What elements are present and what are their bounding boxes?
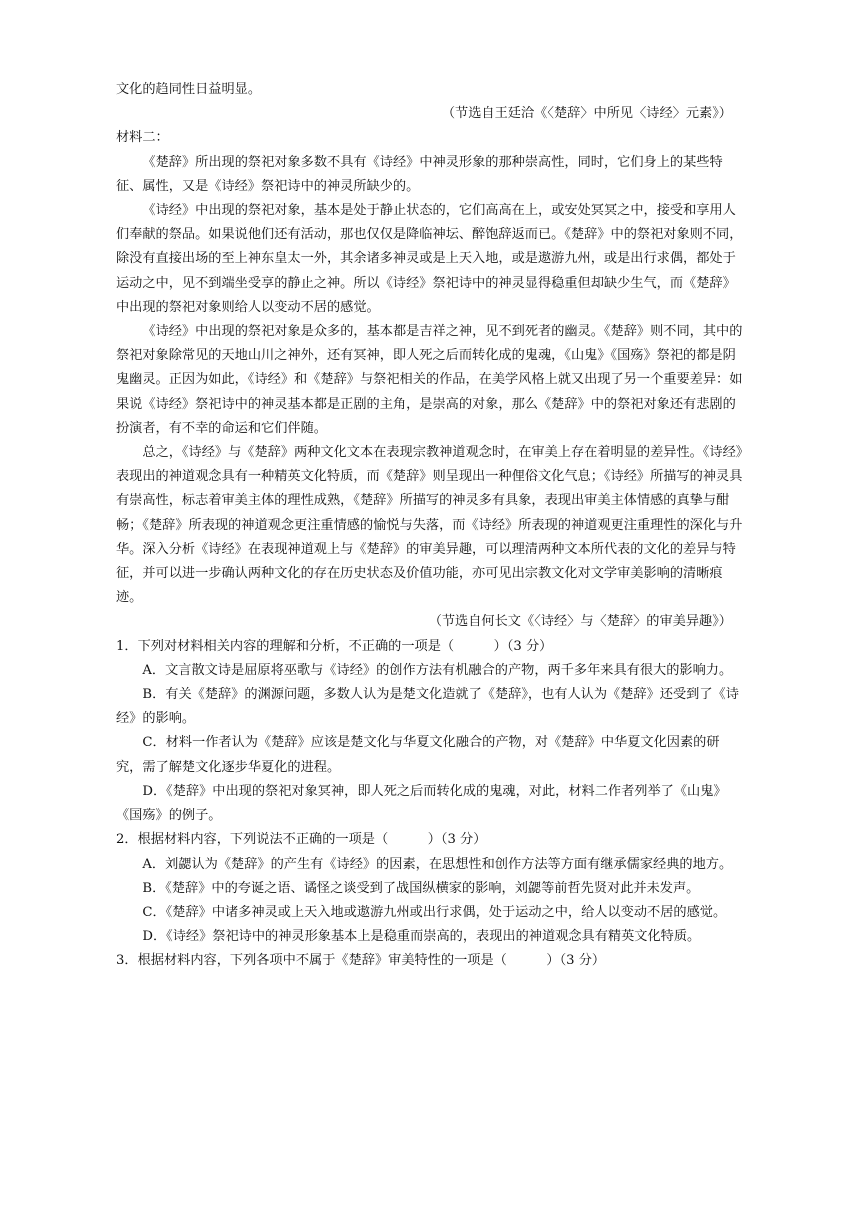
material2-paragraph-4: 总之，《诗经》与《楚辞》两种文化文本在表现宗教神道观念时，在审美上存在着明显的差异性。《诗经》表现出的神道观念具有一种精英文化特质，而《楚辞》则呈现出一种俚俗文化气息；《诗经》所描写的神灵具有崇高性，标志着审美主体的理性成熟，《楚辞》所描写的神灵多有具象，表现出审美主体情感的真挚与酣畅；《楚辞》所表现的神道观念更注重情感的愉悦与失落，而《诗经》所表现的神道观更注重理性的深化与升华。深入分析《诗经》在表现神道观上与《楚辞》的审美异趣，可以理清两种文本所代表的文化的差异与特征，并可以进一步确认两种文化的存在历史状态及价值功能，亦可见出宗教文化对文学审美影响的清晰痕迹。 (116, 445, 743, 606)
material2-paragraph-2: 《诗经》中出现的祭祀对象，基本是处于静止状态的，它们高高在上，或安处冥冥之中，接受和享用人们奉献的祭品。如果说他们还有活动，那也仅仅是降临神坛、醉饱辞返而已。《楚辞》中的祭祀对象则不同，除没有直接出场的至上神东皇太一外，其余诸多神灵或是上天入地，或是遨游九州，或是出行求偶，都处于运动之中，见不到端坐受享的静止之神。所以《诗经》祭祀诗中的神灵显得稳重但却缺少生气，而《楚辞》中出现的祭祀对象则给人以变动不居的感觉。 (116, 203, 743, 315)
material1-source: （节选自王廷洽《〈楚辞〉中所见〈诗经〉元素》） (441, 106, 732, 122)
question-1-option-b: B．有关《楚辞》的渊源问题，多数人认为是楚文化造就了《楚辞》，也有人认为《楚辞》还受到了《诗经》的影响。 (116, 687, 739, 727)
question-1-option-a: A．文言散文诗是屈原将巫歌与《诗经》的创作方法有机融合的产物，两千多年来具有很大的影响力。 (142, 662, 733, 678)
question-2-option-c: C．《楚辞》中诸多神灵或上天入地或遨游九州或出行求偶，处于运动之中，给人以变动不居的感觉。 (142, 904, 727, 920)
question-3 (116, 949, 744, 973)
exam-page (116, 78, 744, 974)
material2-heading: 材料二： (116, 130, 169, 146)
material2-paragraph-1: 《楚辞》所出现的祭祀对象多数不具有《诗经》中神灵形象的那种崇高性，同时，它们身上的某些特征、属性，又是《诗经》祭祀诗中的神灵所缺少的。 (116, 154, 723, 194)
question-2-option-d: D．《诗经》祭祀诗中的神灵形象基本上是稳重而崇高的，表现出的神道观念具有精英文化特质。 (142, 929, 701, 945)
question-2-option-a: A．刘勰认为《楚辞》的产生有《诗经》的因素，在思想性和创作方法等方面有继承儒家经典的地方。 (142, 856, 733, 872)
material2-source: （节选自何长文《〈诗经〉与〈楚辞〉的审美异趣》） (428, 614, 732, 630)
material1-last-line: 文化的趋同性日益明显。 (116, 82, 262, 97)
material2-paragraph-3: 《诗经》中出现的祭祀对象是众多的，基本都是吉祥之神，见不到死者的幽灵。《楚辞》则不同，其中的祭祀对象除常见的天地山川之神外，还有冥神，即人死之后而转化成的鬼魂，《山鬼》《国殇》祭祀的都是阴鬼幽灵。正因为如此，《诗经》和《楚辞》与祭祀相关的作品，在美学风格上就又出现了另一个重要差异：如果说《诗经》祭祀诗中的神灵基本都是正剧的主角，是崇高的对象，那么《楚辞》中的祭祀对象还有悲剧的扮演者，有不幸的命运和它们伴随。 (116, 324, 743, 436)
question-2-stem: 2．根据材料内容，下列说法不正确的一项是（ ）（3 分） (116, 832, 487, 848)
question-1-stem: 1．下列对材料相关内容的理解和分析，不正确的一项是（ ）（3 分） (116, 638, 553, 654)
question-2 (116, 828, 744, 949)
question-1-option-d: D．《楚辞》中出现的祭祀对象冥神，即人死之后而转化成的鬼魂，对此，材料二作者列举了《山鬼》《国殇》的例子。 (116, 783, 727, 824)
question-2-option-b: B．《楚辞》中的夸诞之语、谲怪之谈受到了战国纵横家的影响，刘勰等前哲先贤对此并未发声。 (142, 880, 700, 896)
question-1 (116, 635, 744, 829)
question-1-option-c: C．材料一作者认为《楚辞》应该是楚文化与华夏文化融合的产物，对《楚辞》中华夏文化因素的研究，需了解楚文化逐步华夏化的进程。 (116, 735, 720, 775)
question-3-stem: 3．根据材料内容，下列各项中不属于《楚辞》审美特性的一项是（ ）（3 分） (116, 953, 606, 969)
